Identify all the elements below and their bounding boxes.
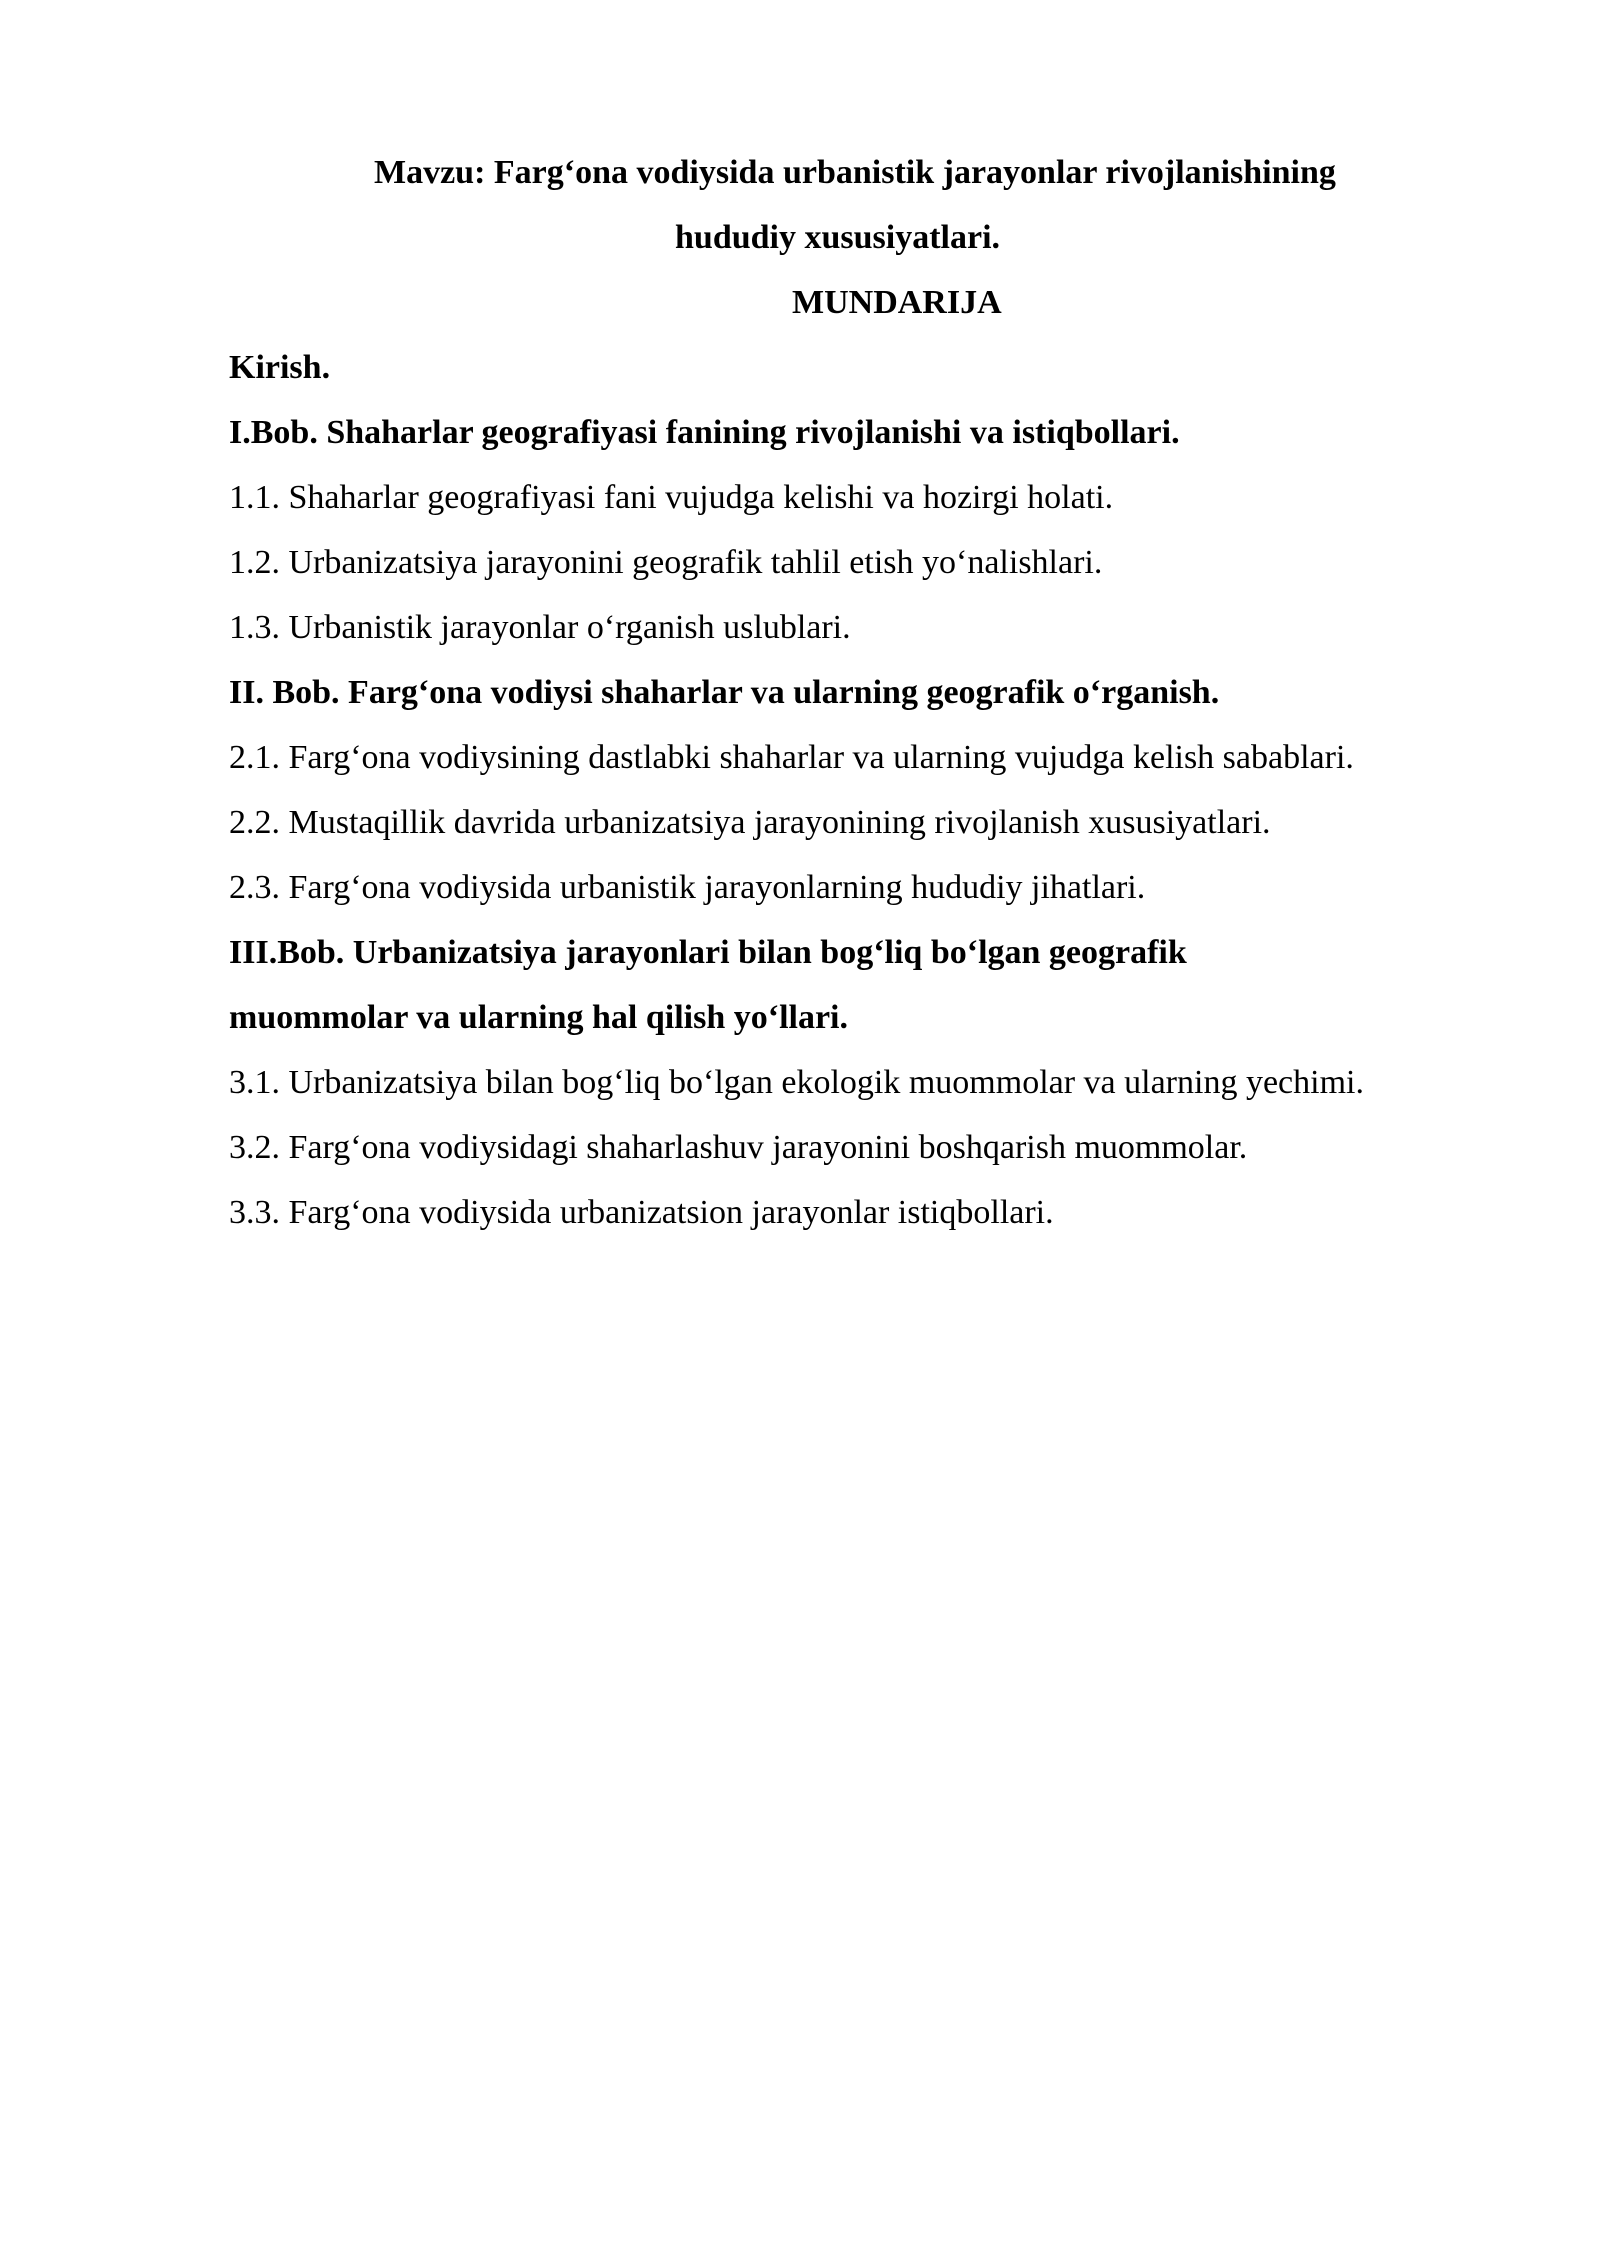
toc-intro: Kirish. <box>229 349 331 386</box>
document-body <box>229 140 1529 1245</box>
toc-chapter-3-title-line-1: III.Bob. Urbanizatsiya jarayonlari bilan bog‘liq bo‘lgan geografik <box>229 934 1187 971</box>
toc-item: 3.1. Urbanizatsiya bilan bog‘liq bo‘lgan ekologik muommolar va ularning yechimi. <box>229 1064 1364 1101</box>
toc-chapter-2-title: II. Bob. Farg‘ona vodiysi shaharlar va ularning geografik o‘rganish. <box>229 674 1220 711</box>
toc-heading: MUNDARIJA <box>792 284 1002 321</box>
toc-item: 1.2. Urbanizatsiya jarayonini geografik tahlil etish yo‘nalishlari. <box>229 544 1103 581</box>
toc-item: 2.2. Mustaqillik davrida urbanizatsiya jarayonining rivojlanish xususiyatlari. <box>229 804 1271 841</box>
toc-item: 2.1. Farg‘ona vodiysining dastlabki shaharlar va ularning vujudga kelish sabablari. <box>229 739 1354 776</box>
toc-item: 1.1. Shaharlar geografiyasi fani vujudga kelishi va hozirgi holati. <box>229 479 1114 516</box>
toc-item: 1.3. Urbanistik jarayonlar o‘rganish uslublari. <box>229 609 851 646</box>
toc-chapter-1-title: I.Bob. Shaharlar geografiyasi fanining rivojlanishi va istiqbollari. <box>229 414 1180 451</box>
toc-chapter-3-title-line-2: muommolar va ularning hal qilish yo‘llari. <box>229 999 849 1036</box>
toc-item: 3.2. Farg‘ona vodiysidagi shaharlashuv jarayonini boshqarish muommolar. <box>229 1129 1248 1166</box>
document-title-line-2: hududiy xususiyatlari. <box>675 219 1001 256</box>
document-title-line-1: Mavzu: Farg‘ona vodiysida urbanistik jarayonlar rivojlanishining <box>374 154 1336 191</box>
toc-item: 2.3. Farg‘ona vodiysida urbanistik jarayonlarning hududiy jihatlari. <box>229 869 1146 906</box>
toc-item: 3.3. Farg‘ona vodiysida urbanizatsion jarayonlar istiqbollari. <box>229 1194 1054 1231</box>
